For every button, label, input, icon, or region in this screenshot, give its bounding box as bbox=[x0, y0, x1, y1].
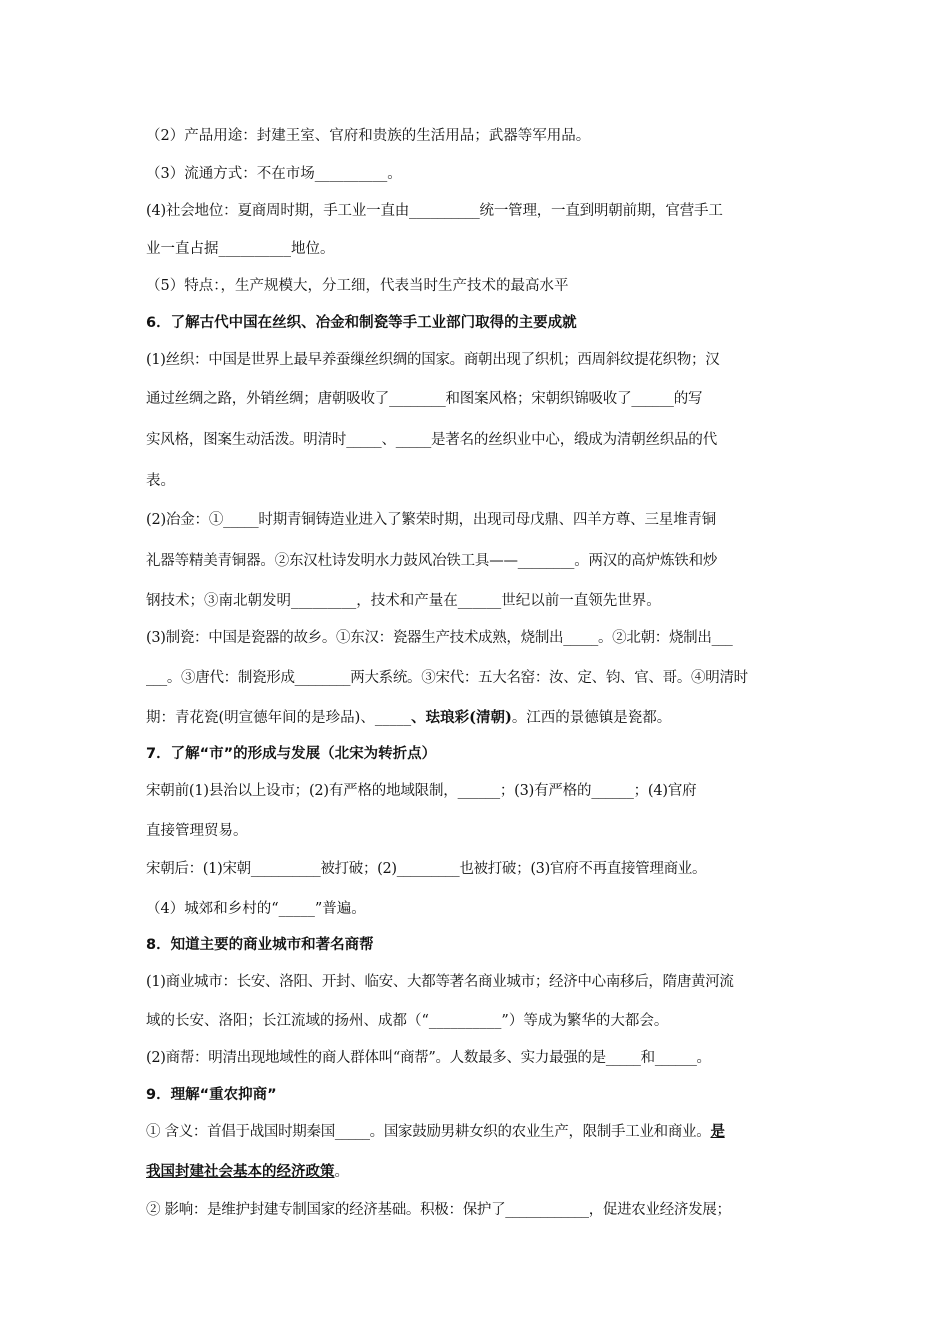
text-line: (3)制瓷：中国是瓷器的故乡。①东汉：瓷器生产技术成熟，烧制出_____。②北朝：烧制出___ bbox=[146, 630, 733, 646]
text-line: 宋朝后：(1)宋朝__________被打破；(2)_________也被打破；(3)官府不再直接管理商业。 bbox=[146, 861, 707, 877]
text-line: （4）城郊和乡村的“_____”普遍。 bbox=[146, 901, 366, 917]
text-line: (4)社会地位：夏商周时期，手工业一直由__________统一管理，一直到明朝前期，官营手工 bbox=[146, 203, 723, 219]
text-line: 域的长安、洛阳；长江流域的扬州、成都（“__________”）等成为繁华的大都会。 bbox=[146, 1013, 669, 1029]
text-line: 通过丝绸之路，外销丝绸；唐朝吸收了________和图案风格；宋朝织锦吸收了______的写 bbox=[146, 391, 703, 407]
text-line: （3）流通方式：不在市场__________。 bbox=[146, 166, 402, 182]
underlined-text: 是 bbox=[710, 1123, 725, 1140]
text-line: ___。③唐代：制瓷形成________两大系统。③宋代：五大名窑：汝、定、钧、官、哥。④明清时 bbox=[146, 670, 748, 686]
text-line: 宋朝前(1)县治以上设市；(2)有严格的地域限制，______；(3)有严格的______；(4)官府 bbox=[146, 783, 697, 799]
text-line: （5）特点：，生产规模大，分工细，代表当时生产技术的最高水平 bbox=[146, 278, 569, 294]
section-heading-7: 7．了解“市”的形成与发展（北宋为转折点） bbox=[146, 746, 437, 762]
text-line: 实风格，图案生动活泼。明清时_____、_____是著名的丝织业中心，缎成为清朝丝织品的代 bbox=[146, 432, 717, 448]
text-segment: 期：青花瓷(明宣德年间的是珍品)、_____ bbox=[146, 710, 412, 726]
text-segment: 。江西的景德镇是瓷都。 bbox=[511, 710, 672, 726]
text-line: (1)商业城市：长安、洛阳、开封、临安、大都等著名商业城市；经济中心南移后，隋唐黄河流 bbox=[146, 974, 734, 990]
text-segment: ① 含义：首倡于战国时期秦国_____。国家鼓励男耕女织的农业生产，限制手工业和商业。 bbox=[146, 1124, 711, 1140]
text-line: ② 影响：是维护封建专制国家的经济基础。积极：保护了____________，促进农业经济发展； bbox=[146, 1202, 731, 1218]
text-line bbox=[146, 1162, 812, 1182]
text-line bbox=[146, 1122, 812, 1142]
section-heading-6: 6．了解古代中国在丝织、冶金和制瓷等手工业部门取得的主要成就 bbox=[146, 315, 577, 331]
text-line: （2）产品用途：封建王室、官府和贵族的生活用品；武器等军用品。 bbox=[146, 128, 591, 144]
section-heading-9: 9．理解“重农抑商” bbox=[146, 1087, 277, 1103]
text-line: 业一直占据__________地位。 bbox=[146, 241, 335, 257]
text-segment: 。 bbox=[334, 1164, 349, 1180]
text-line: 表。 bbox=[146, 473, 175, 489]
emphasized-text: 、珐琅彩(清朝) bbox=[411, 709, 512, 726]
section-heading-8: 8．知道主要的商业城市和著名商帮 bbox=[146, 937, 374, 953]
text-line: 直接管理贸易。 bbox=[146, 823, 248, 839]
text-line: (2)冶金：①_____时期青铜铸造业进入了繁荣时期，出现司母戊鼎、四羊方尊、三星堆青铜 bbox=[146, 512, 716, 528]
underlined-text: 我国封建社会基本的经济政策 bbox=[146, 1163, 335, 1180]
text-line: 礼器等精美青铜器。②东汉杜诗发明水力鼓风冶铁工具——________。两汉的高炉炼铁和炒 bbox=[146, 553, 718, 569]
text-line: 钢技术；③南北朝发明_________，技术和产量在______世纪以前一直领先世界。 bbox=[146, 593, 661, 609]
text-line: (1)丝织：中国是世界上最早养蚕缫丝织绸的国家。商朝出现了织机；西周斜纹提花织物；汉 bbox=[146, 352, 720, 368]
text-line bbox=[146, 708, 812, 728]
text-line: (2)商帮：明清出现地域性的商人群体叫“商帮”。人数最多、实力最强的是_____和______。 bbox=[146, 1050, 711, 1066]
